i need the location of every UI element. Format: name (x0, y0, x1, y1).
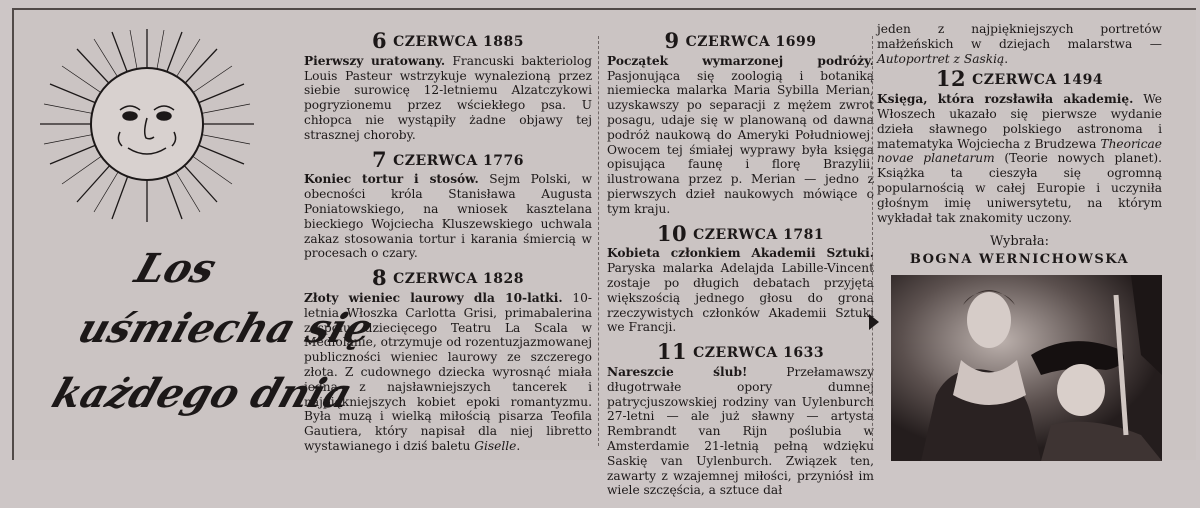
byline-author: BOGNA WERNICHOWSKA (909, 252, 1130, 268)
entry-june-7 (304, 146, 592, 262)
entry-date: 7 CZERWCA 1776 (371, 146, 525, 172)
entry-text: Francuski bakteriolog Louis Pasteur wstrzykuje wynalezioną przez siebie surowicę 12-letniemu Alzatczykowi pogryzionemu przez wściekłego psa. U chłopca nie wystąpiły żadne objawy tej strasznej choroby. (304, 53, 592, 142)
column-divider (598, 36, 600, 446)
sun-face-illustration (32, 24, 262, 224)
title-line-3: każdego dnia (46, 370, 359, 417)
entry-text: Paryska malarka Adelajda Labille-Vincent zostaje po długich debatach przyjęta większością jednego głosu do grona rzeczywistych członków Akademii Sztuki we Francji. (607, 261, 874, 335)
title-line-1: Los (129, 245, 222, 292)
rembrandt-saskia-painting-image (891, 275, 1162, 461)
entry-lead: Nareszcie ślub! (607, 364, 748, 379)
entry-june-11 (607, 339, 874, 498)
entry-text: We Włoszech ukazało się pierwsze wydanie dzieła sławnego polskiego astronoma i matematyka Wojciecha z Brudzewa (877, 92, 1163, 151)
entry-june-8: 8 CZERWCA 1828 Złoty wieniec laurowy dla 10-latki. 10-letnia Włoszka Carlotta Grisi, primabalerina zespołu dziecięcego Teatru La Scala w Mediolanie, otrzymuje od rozentuzjazmowanej publiczności wieniec laurowy ze szczerego złota. Z cudownego dziecka wyrosnąć miała jedna z najsławniejszych tancerek i najpiękniejszych kobiet epoki romantyzmu. Była muzą i wielką miłością pisarza Teofila Gautiera, który napisał dla niej libretto wystawianego i dziś baletu Giselle. (304, 265, 592, 453)
entry-date: 11 CZERWCA 1633 (656, 339, 825, 365)
column-title (42, 240, 379, 450)
page-sheet (12, 8, 1196, 498)
entry-date: 12 CZERWCA 1494 (935, 66, 1104, 92)
entry-date: 10 CZERWCA 1781 (656, 220, 825, 246)
entry-text: 10-letnia Włoszka Carlotta Grisi, primabalerina zespołu dziecięcego Teatru La Scala w Mediolanie, otrzymuje od rozentuzjazmowanej publiczności wieniec laurowy ze szczerego złota. Z cudownego dziecka wyrosnąć miała jedna z najsławniejszych tancerek i najpiękniejszych kobiet epoki romantyzmu. Była muzą i wielką miłością pisarza Teofila Gautiera, który napisał dla niej libretto wystawianego i dziś baletu (304, 290, 592, 453)
entry-june-11-continued: jeden z najpiękniejszych portretów małżeńskich w dziejach malarstwa — Autoportret z Saskią. (877, 22, 1162, 66)
entry-lead: Początek wymarzonej podróży. (607, 53, 874, 68)
entry-text: Pasjonująca się zoologią i botaniką niemiecka malarka Maria Sybilla Merian, uzyskawszy po separacji z mężem zwrot posagu, udaje się w planowaną od dawna podróż naukową do Ameryki Południowej. Owocem tej śmiałej wyprawy była księga opisująca faunę i florę Brazylii, ilustrowana przez p. Merian — jedno z pierwszych dzieł naukowych mówiące o tym kraju. (607, 68, 874, 216)
column-2 (607, 28, 874, 508)
entry-text: Sejm Polski, w obecności króla Stanisława Augusta Poniatowskiego, na wniosek kasztelana bieckiego Wojciecha Kluszewskiego uchwala zakaz stosowania tortur i karania śmiercią w procesach o czary. (304, 172, 592, 261)
entry-june-12: 12 CZERWCA 1494 Księga, która rozsławiła akademię. We Włoszech ukazało się pierwsze wydanie dzieła sławnego polskiego astronoma i matematyka Wojciecha z Brudzewa Theoricae novae planetarum (Teorie nowych planet). Książka ta cieszyła się ogromną popularnością w całej Europie i uczyniła głośnym imię uniwersytetu, na którym wykładał tak znakomity uczony. (877, 66, 1163, 225)
continue-arrow-icon (869, 314, 879, 330)
title-line-2: uśmiecha się (72, 305, 379, 352)
byline (877, 235, 1162, 268)
column-divider (872, 36, 874, 446)
entry-lead: Księga, która rozsławiła akademię. (877, 92, 1134, 107)
entry-lead: Kobieta członkiem Akademii Sztuki. (607, 246, 874, 261)
entry-lead: Pierwszy uratowany. (304, 53, 446, 68)
entry-june-10 (607, 220, 874, 336)
entry-date: 9 CZERWCA 1699 (664, 28, 817, 53)
entry-june-6 (304, 28, 592, 143)
column-1 (304, 28, 592, 464)
entry-lead: Koniec tortur i stosów. (304, 172, 479, 187)
entry-date: 8 CZERWCA 1828 (371, 265, 525, 291)
entry-lead: Złoty wieniec laurowy dla 10-latki. (304, 290, 563, 305)
column-3 (877, 22, 1162, 268)
entry-june-9 (607, 28, 874, 217)
entry-text: Przełamawszy długotrwałe opory dumnej patrycjuszowskiej rodziny van Uylenburch 27-letni — ale już sławny — artysta Rembrandt van Rijn poślubia w Amsterdamie 21-letnią pełną wdzięku Saskię van Uylenburch. Związek ten, zawarty z wzajemnej miłości, przyniósł im wiele szczęścia, a sztuce dał (607, 364, 874, 498)
entry-date: 6 CZERWCA 1885 (371, 28, 525, 53)
byline-label: Wybrała: (989, 234, 1050, 250)
